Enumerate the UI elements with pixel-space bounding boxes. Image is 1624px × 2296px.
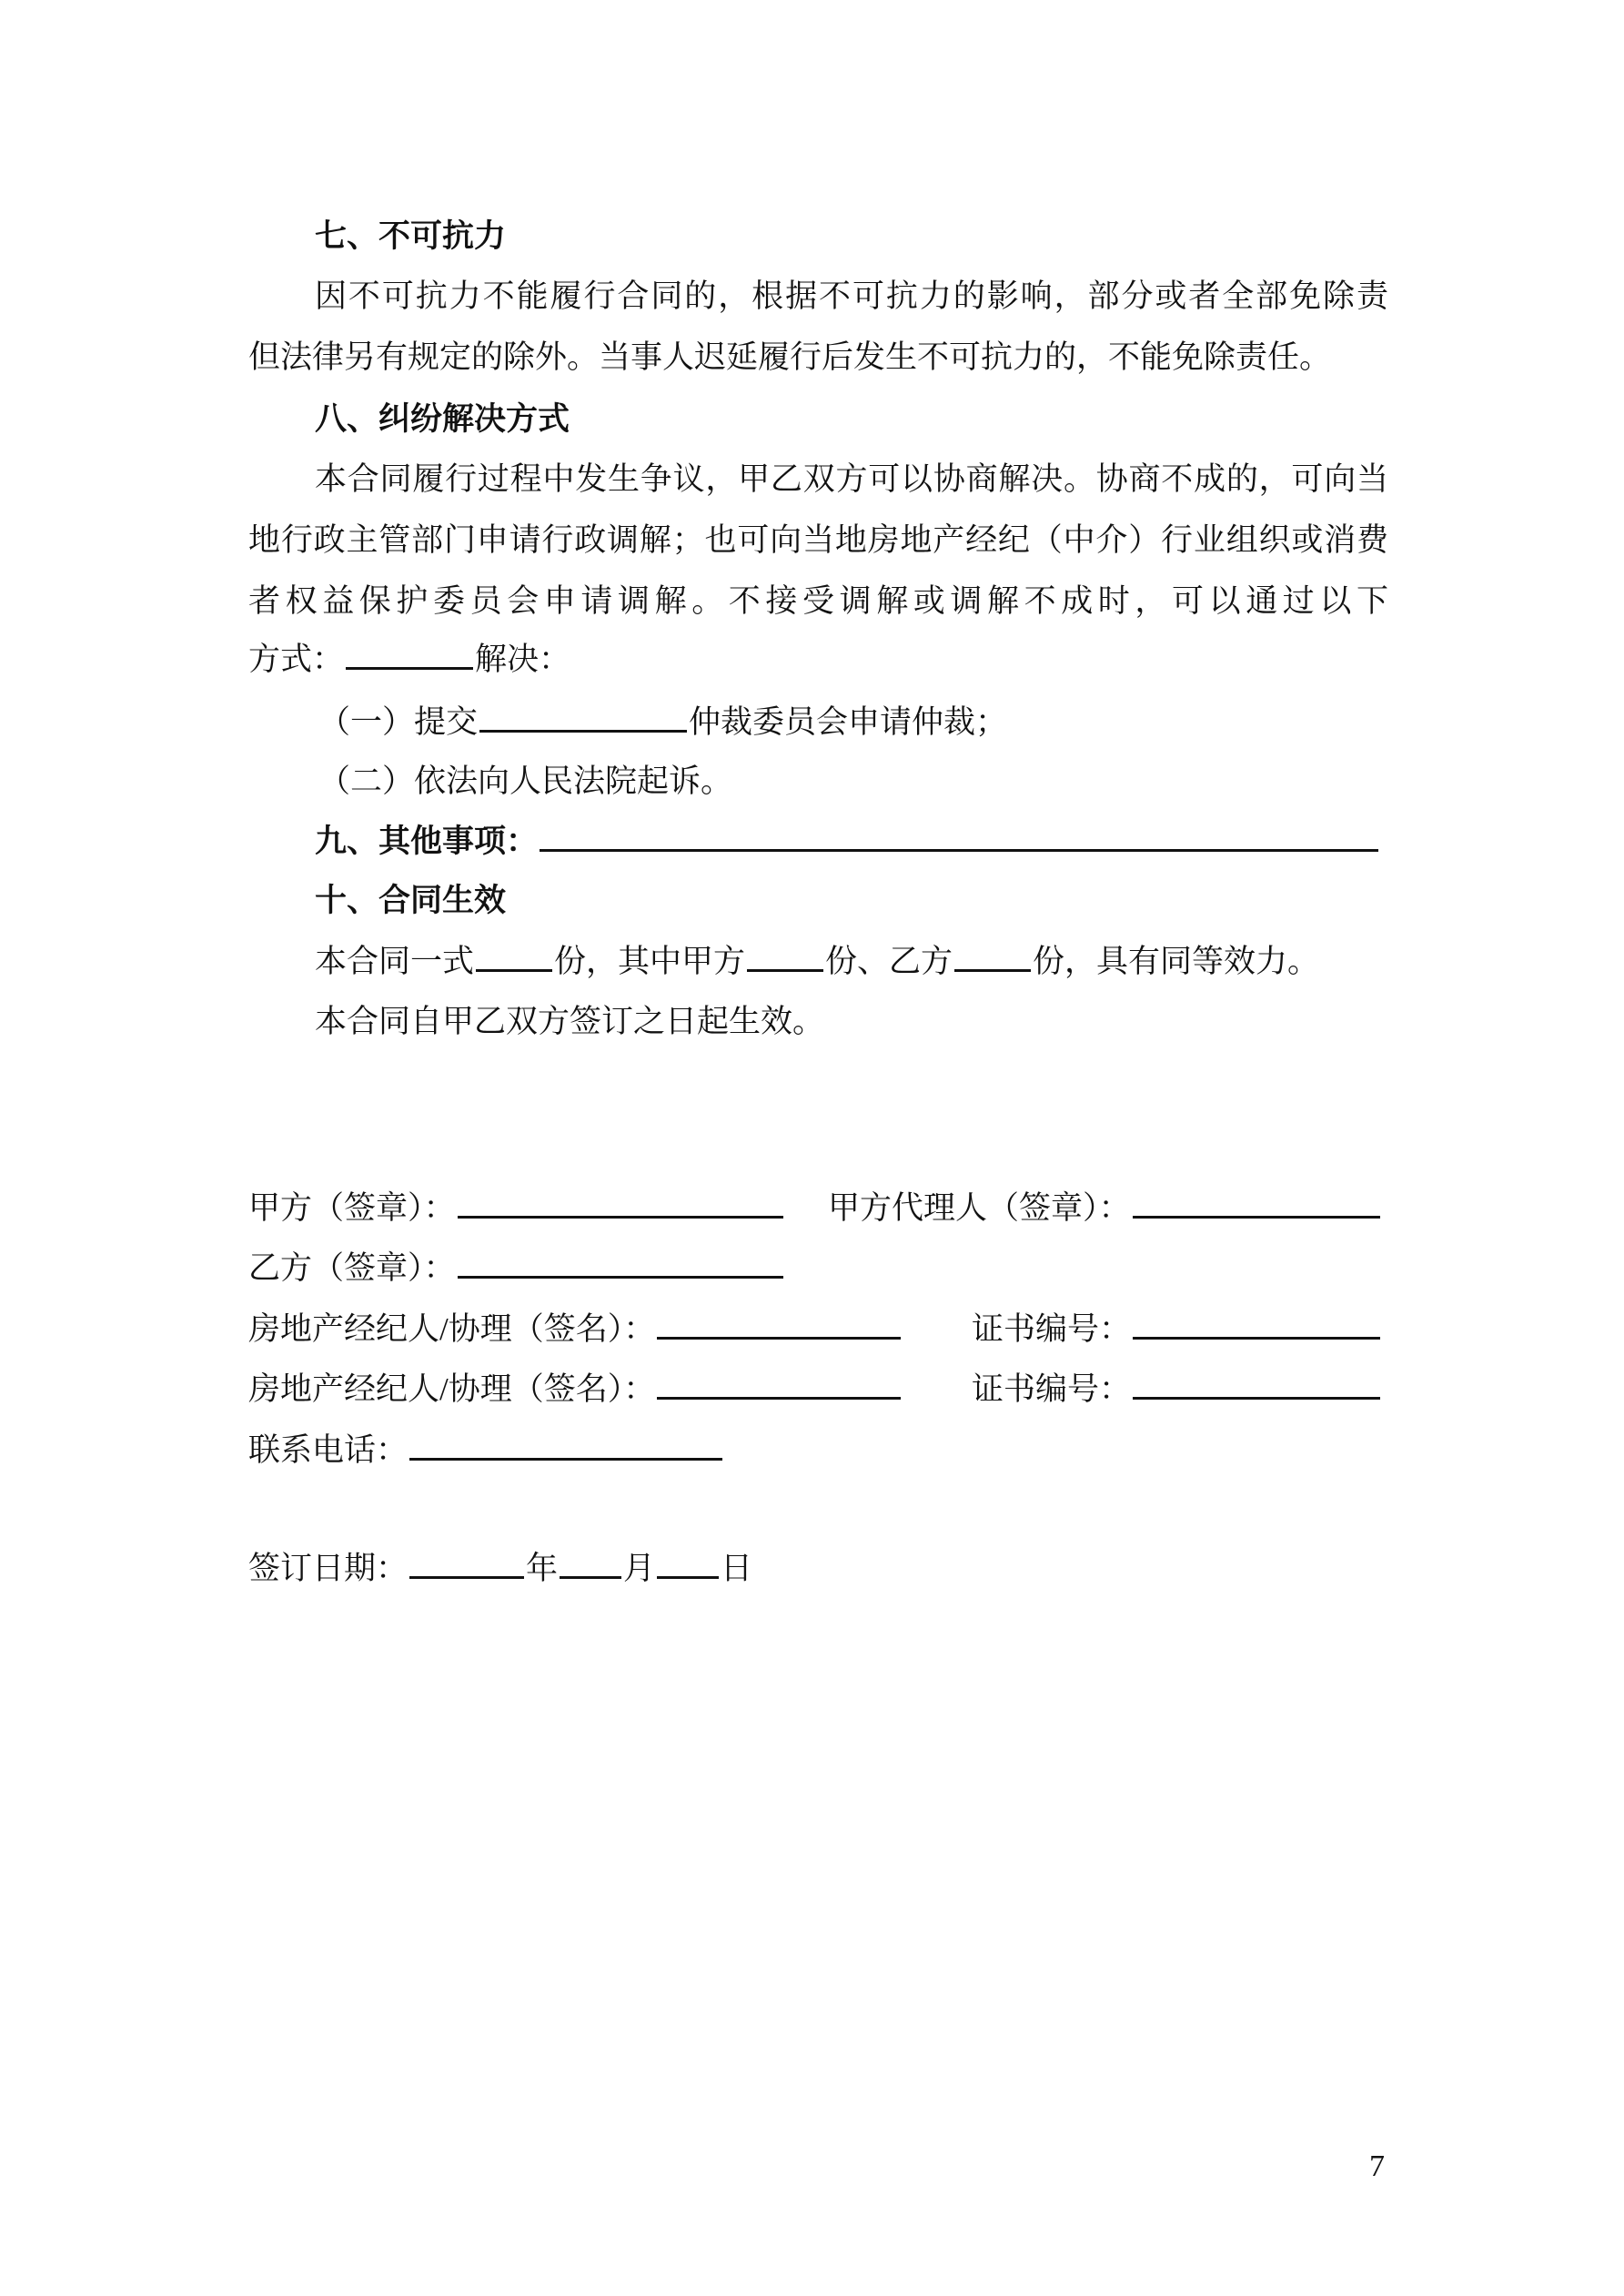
copies-text: 本合同一式 <box>315 944 475 979</box>
date-label: 签订日期： <box>248 1551 409 1586</box>
section-7-title: 七、不可抗力 <box>315 218 507 254</box>
party-b-label: 乙方（签章）： <box>248 1250 456 1286</box>
cert-2-field[interactable] <box>1133 1370 1380 1400</box>
day-label: 日 <box>721 1551 753 1586</box>
party-a-copies-blank[interactable] <box>747 942 823 972</box>
option-1-post: 仲裁委员会申请仲裁； <box>689 704 1008 740</box>
other-matters-blank[interactable] <box>540 822 1378 852</box>
party-a-signature-field[interactable] <box>458 1188 783 1219</box>
cert-2-label: 证书编号： <box>972 1371 1132 1407</box>
section-7-text-line: 因不可抗力不能履行合同的，根据不可抗力的影响，部分或者全部免除责 <box>315 278 1388 314</box>
section-8-text-line: 本合同履行过程中发生争议，甲乙双方可以协商解决。协商不成的，可向当 <box>315 461 1388 497</box>
phone-line <box>248 1431 724 1471</box>
copies-text: 份，具有同等效力。 <box>1033 944 1320 979</box>
party-b-sign-line <box>248 1249 785 1289</box>
copies-text: 份、乙方 <box>825 944 953 979</box>
option-1-pre: （一）提交 <box>318 704 479 740</box>
section-7-text-line: 但法律另有规定的除外。当事人迟延履行后发生不可抗力的，不能免除责任。 <box>248 339 1332 375</box>
sign-date-line <box>248 1549 752 1589</box>
year-field[interactable] <box>409 1549 524 1579</box>
cert-2-line <box>972 1370 1382 1410</box>
phone-label: 联系电话： <box>248 1432 409 1468</box>
section-8-title: 八、纠纷解决方式 <box>315 401 570 437</box>
agent-2-label: 房地产经纪人/协理（签名）： <box>248 1371 656 1407</box>
section-8-text-line: 地行政主管部门申请行政调解；也可向当地房地产经纪（中介）行业组织或消费 <box>248 522 1388 558</box>
copies-text: 份，其中甲方 <box>554 944 746 979</box>
phone-field[interactable] <box>409 1431 722 1461</box>
copies-line <box>315 942 1319 982</box>
party-a-agent-label: 甲方代理人（签章）： <box>828 1190 1131 1226</box>
agent-1-signature-field[interactable] <box>657 1310 901 1340</box>
month-field[interactable] <box>560 1549 621 1579</box>
section-9-title: 九、其他事项： <box>315 824 539 859</box>
section-8-method-line <box>248 640 570 680</box>
cert-1-line <box>972 1310 1382 1350</box>
party-b-copies-blank[interactable] <box>954 942 1031 972</box>
cert-1-label: 证书编号： <box>972 1311 1132 1347</box>
total-copies-blank[interactable] <box>476 942 552 972</box>
day-field[interactable] <box>657 1549 719 1579</box>
party-a-agent-sign-line <box>828 1188 1382 1229</box>
section-10-title: 十、合同生效 <box>315 883 507 918</box>
agent-2-signature-field[interactable] <box>657 1370 901 1400</box>
party-a-agent-signature-field[interactable] <box>1133 1188 1380 1219</box>
option-court: （二）依法向人民法院起诉。 <box>318 764 733 799</box>
agent-1-sign-line <box>248 1310 903 1350</box>
agent-2-sign-line <box>248 1370 903 1410</box>
year-label: 年 <box>526 1551 559 1586</box>
method-blank[interactable] <box>346 640 473 670</box>
method-label: 方式： <box>248 642 345 677</box>
party-b-signature-field[interactable] <box>458 1249 783 1279</box>
month-label: 月 <box>623 1551 656 1586</box>
option-arbitration <box>318 703 1007 743</box>
cert-1-field[interactable] <box>1133 1310 1380 1340</box>
party-a-sign-line <box>248 1188 785 1229</box>
section-8-text-line: 者权益保护委员会申请调解。不接受调解或调解不成时，可以通过以下 <box>248 583 1388 619</box>
effective-text: 本合同自甲乙双方签订之日起生效。 <box>315 1004 825 1039</box>
method-label-post: 解决： <box>475 642 571 677</box>
agent-1-label: 房地产经纪人/协理（签名）： <box>248 1311 656 1347</box>
party-a-label: 甲方（签章）： <box>248 1190 456 1226</box>
section-9-line <box>315 822 1380 862</box>
page-number: 7 <box>1369 2149 1385 2183</box>
arbitration-committee-blank[interactable] <box>479 703 687 733</box>
